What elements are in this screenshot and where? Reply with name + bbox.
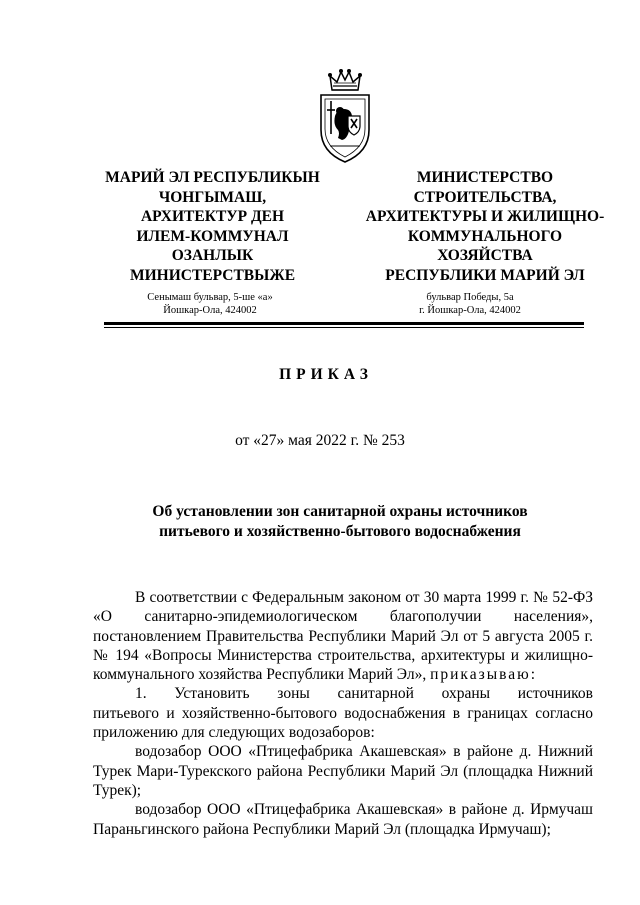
- body-line: постановлением Правительства Республики Марий Эл от 5 августа 2005 г.: [93, 627, 593, 645]
- ministry-name-line: ОЗАНЛЫК: [171, 247, 254, 264]
- ministry-name-line: КОММУНАЛЬНОГО: [407, 227, 563, 245]
- body-line: В соответствии с Федеральным законом от 30 марта 1999 г. № 52-ФЗ: [135, 589, 593, 606]
- ministry-name-mari: [80, 168, 345, 285]
- subject-line: Об установлении зон санитарной охраны источников: [152, 503, 528, 520]
- ministry-name-line: МИНИСТЕРСТВО: [416, 169, 554, 186]
- body-line: водозабор ООО «Птицефабрика Акашевская» в районе д. Ирмучаш: [135, 801, 593, 819]
- address-line: бульвар Победы, 5а: [426, 292, 514, 303]
- ministry-name-line: МАРИЙ ЭЛ РЕСПУБЛИКЫН: [105, 169, 320, 186]
- ministry-name-line: ХОЗЯЙСТВА: [437, 247, 533, 264]
- address-line: Йошкар-Ола, 424002: [163, 305, 257, 316]
- body-line: Турек);: [93, 781, 142, 799]
- body-line: питьевого и хозяйственно-бытового водоснабжения в границах согласно: [93, 704, 593, 722]
- body-line: 1. Установить зоны санитарной охраны источников: [135, 685, 593, 703]
- ministry-name-line: МИНИСТЕРСТВЫЖЕ: [129, 266, 296, 284]
- ministry-name-line: АРХИТЕКТУРЫ И ЖИЛИЩНО-: [365, 208, 605, 225]
- body-line: Турек Мари-Турекского района Республики Марий Эл (площадка Нижний: [93, 762, 593, 780]
- document-date: от «27» мая 2022 г. № 253: [235, 432, 405, 449]
- ministry-name-line: РЕСПУБЛИКИ МАРИЙ ЭЛ: [385, 266, 585, 284]
- coat-of-arms-icon: [318, 68, 372, 164]
- address-russian: [370, 291, 570, 317]
- document-body: [93, 588, 593, 839]
- ministry-name-line: ЧОНГЫМАШ,: [158, 188, 267, 206]
- body-text: коммунального хозяйства Республики Марий Эл»,: [93, 666, 427, 684]
- address-mari: [110, 291, 310, 317]
- header-divider-thick: [104, 322, 584, 325]
- body-line: № 194 «Вопросы Министерства строительства, архитектуры и жилищно-: [93, 646, 593, 664]
- body-line: «О санитарно-эпидемиологическом благополучии населения»,: [93, 608, 593, 626]
- address-line: Сенымаш бульвар, 5-ше «а»: [147, 292, 273, 303]
- document-subject: [90, 502, 590, 542]
- order-word: приказываю:: [430, 666, 538, 684]
- subject-line: питьевого и хозяйственно-бытового водоснабжения: [159, 523, 521, 540]
- ministry-name-line: СТРОИТЕЛЬСТВА,: [413, 188, 557, 206]
- body-line: [93, 665, 593, 684]
- address-line: г. Йошкар-Ола, 424002: [419, 305, 521, 316]
- header-divider-thin: [104, 327, 584, 328]
- ministry-name-line: ИЛЕМ-КОММУНАЛ: [136, 227, 289, 245]
- ministry-name-russian: [340, 168, 630, 285]
- ministry-name-line: АРХИТЕКТУР ДЕН: [140, 208, 285, 225]
- body-line: приложению для следующих водозаборов:: [93, 724, 375, 742]
- body-line: водозабор ООО «Птицефабрика Акашевская» в районе д. Нижний: [135, 743, 593, 761]
- body-line: Параньгинского района Республики Марий Эл (площадка Ирмучаш);: [93, 820, 551, 838]
- document-type: ПРИКАЗ: [279, 366, 373, 383]
